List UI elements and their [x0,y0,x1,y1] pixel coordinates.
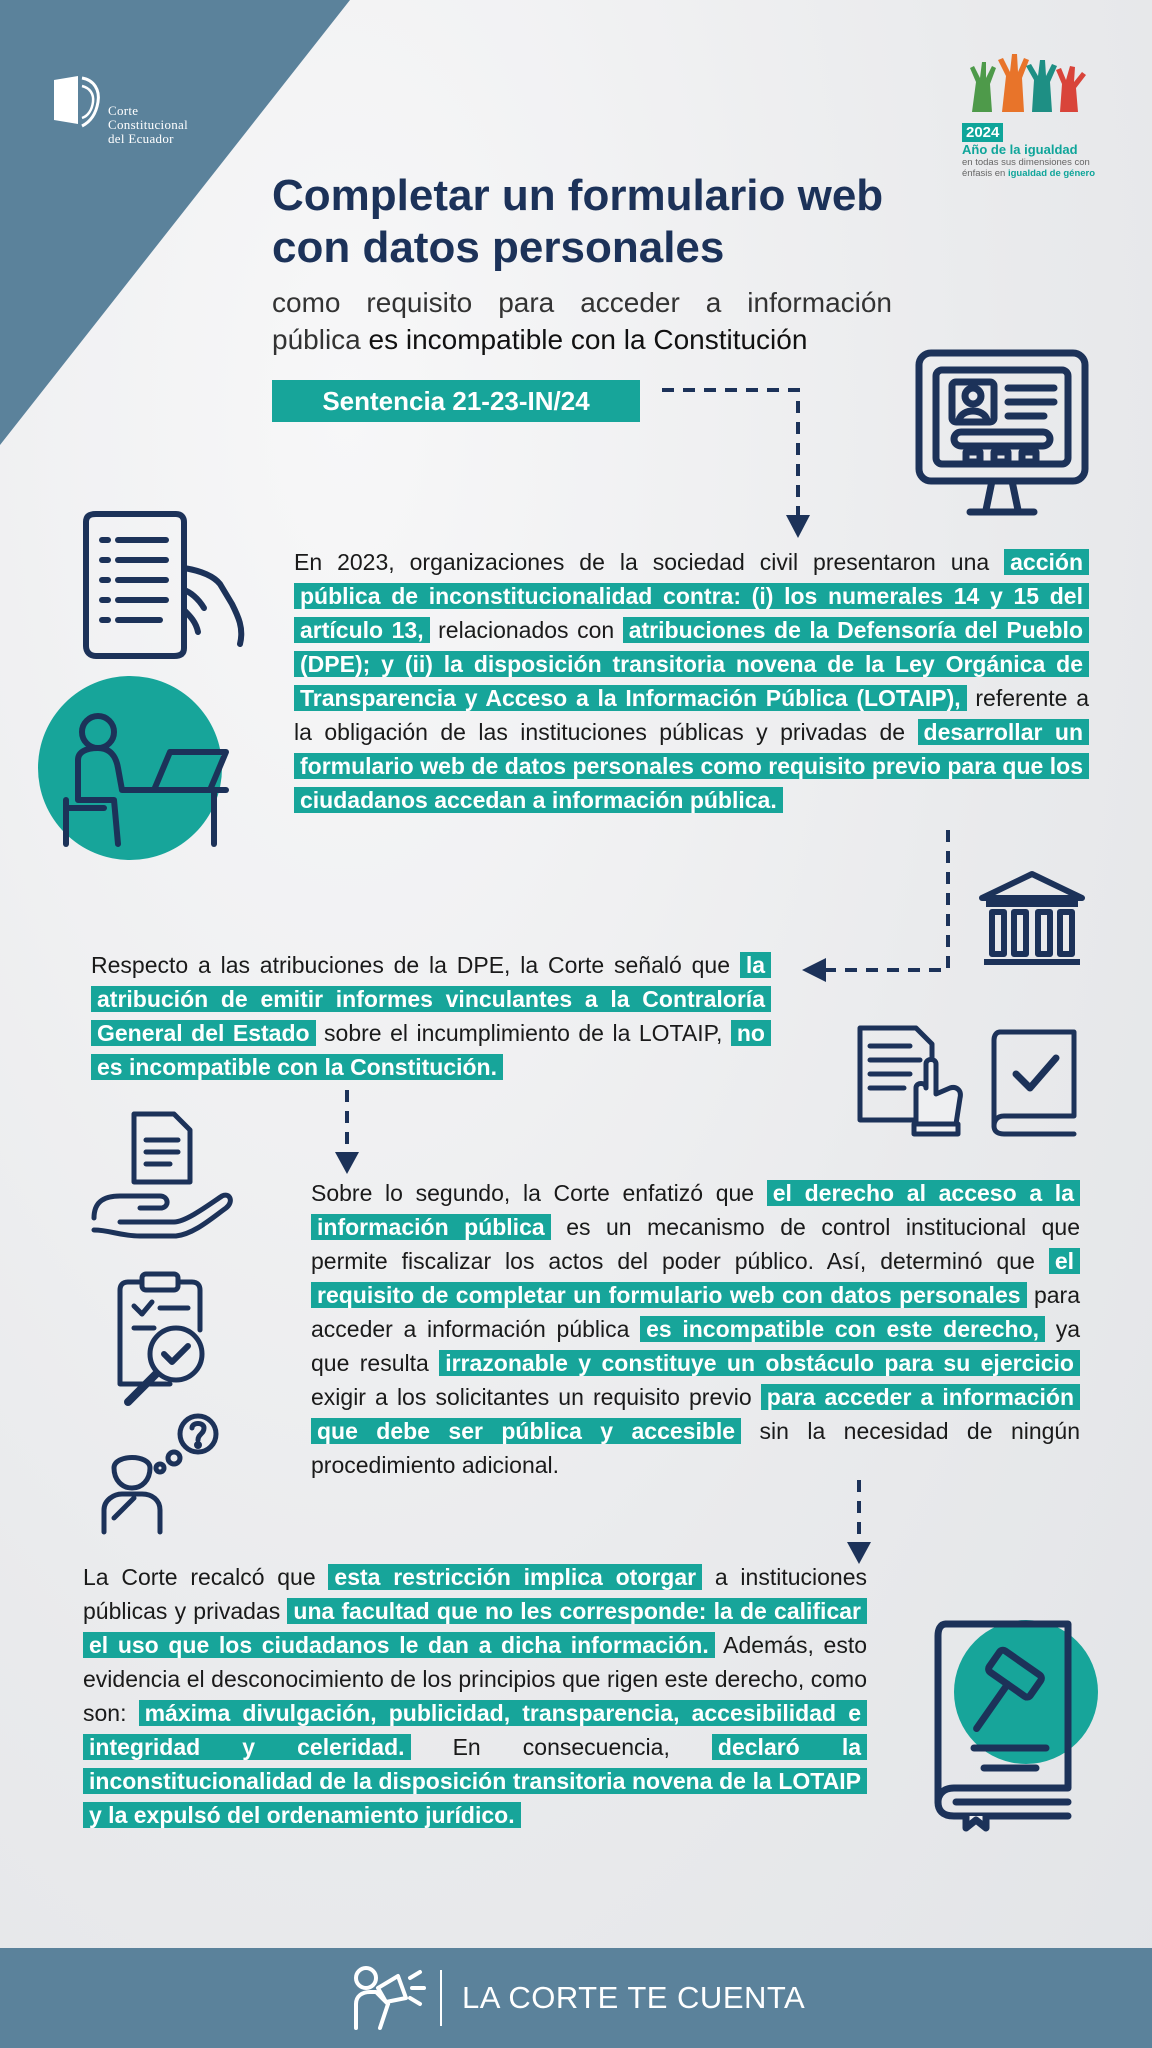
p1-text-3: referente a la obligación de las instituciones públicas y privadas de [294,685,1089,745]
paragraph-dpe [91,948,771,1084]
p4-highlight-3: máxima divulgación, publicidad, transparencia, accesibilidad e integridad y celeridad. [83,1700,867,1760]
dashed-arrow-4 [846,1480,872,1570]
institution-building-icon [978,870,1086,972]
page-title: Completar un formulario web con datos personales [272,171,884,272]
p3-text-4: ya que resulta [311,1316,1080,1376]
p3-highlight-4: irrazonable y constituye un obstáculo para su ejercicio [439,1350,1080,1376]
p3-highlight-3: es incompatible con este derecho, [640,1316,1045,1342]
paragraph-demand [294,545,1089,817]
dashed-arrow-2 [792,830,952,978]
p3-text-5: exigir a los solicitantes un requisito previo [311,1384,761,1410]
p2-highlight-2: no es incompatible con la Constitución. [91,1020,771,1080]
p1-highlight-3: desarrollar un formulario web de datos personales como requisito previo para que los ciudadanos accedan a información pública. [294,719,1089,813]
footer-separator [440,1970,442,2026]
p1-highlight-2: atribuciones de la Defensoría del Pueblo (DPE); y (ii) la disposición transitoria novena de la Ley Orgánica de Transparencia y Acceso a la Información Pública (LOTAIP), [294,617,1089,711]
badge-sub-1: en todas sus dimensiones con [962,157,1090,168]
p3-highlight-5: para acceder a información que debe ser pública y accesible [311,1384,1080,1444]
paragraph-conclusion [83,1560,867,1832]
dashed-arrow-3 [334,1090,360,1180]
footer-bar [0,1948,1152,2048]
p4-text-1: La Corte recalcó que [83,1564,329,1590]
dashed-arrow-1 [660,380,810,550]
p3-text-1: Sobre lo segundo, la Corte enfatizó que [311,1180,767,1206]
equality-year-badge [962,52,1112,179]
paragraph-right-of-access [311,1176,1080,1482]
p4-highlight-2: una facultad que no les corresponde: la de calificar el uso que los ciudadanos le dan a dicha información. [83,1598,867,1658]
person-question-icon [100,1414,222,1534]
p2-text-2: sobre el incumplimiento de la LOTAIP, [315,1020,731,1046]
p4-text-4: En consecuencia, [410,1734,712,1760]
law-book-gavel-icon [926,1620,1102,1830]
p3-text-6: sin la necesidad de ningún procedimiento adicional. [311,1418,1081,1478]
p4-highlight-1: esta restricción implica otorgar [328,1564,702,1590]
p2-text-1: Respecto a las atribuciones de la DPE, la Corte señaló que [91,952,740,978]
badge-title: Año de la igualdad [962,142,1078,157]
book-check-icon [990,1028,1080,1136]
raised-hands-icon [962,52,1102,114]
court-logo [52,74,188,146]
p2-highlight-1: la atribución de emitir informes vinculantes a la Contraloría General del Estado [91,952,771,1046]
p1-text-2: relacionados con [429,617,623,643]
p3-text-2: es un mecanismo de control institucional que permite fiscalizar los actos del poder público. Así, determinó que [311,1214,1080,1274]
person-laptop-icon [38,676,222,860]
megaphone-icon [352,1964,426,2030]
document-pointing-icon [856,1024,966,1136]
logo-line-1: Corte [108,103,139,118]
subtitle-bold: es incompatible con la Constitución [368,324,808,355]
logo-line-3: del Ecuador [108,131,174,146]
p1-text-1: En 2023, organizaciones de la sociedad civil presentaron una [294,549,1005,575]
badge-year: 2024 [962,123,1003,142]
hand-document-icon [90,1110,234,1244]
badge-sub-2: énfasis en [962,168,1008,179]
document-hand-icon [80,512,248,658]
p3-highlight-1: el derecho al acceso a la información pública [311,1180,1080,1240]
p1-highlight-1: acción pública de inconstitucionalidad contra: (i) los numerales 14 y 15 del artículo 13, [294,549,1089,643]
badge-sub-3: igualdad de género [1007,168,1096,179]
p4-text-3: Además, esto evidencia el desconocimiento de los principios que rigen este derecho, como son: [83,1632,868,1726]
p4-text-2: a instituciones públicas y privadas [83,1564,867,1624]
computer-form-icon [914,348,1090,530]
subtitle-normal: como requisito para acceder a información pública [272,287,892,355]
logo-line-2: Constitucional [108,117,189,132]
clipboard-check-icon [112,1272,218,1408]
p3-text-3: para acceder a información pública [311,1282,1080,1342]
page-subtitle [272,284,892,358]
footer-title: LA CORTE TE CUENTA [462,1980,806,2015]
sentencia-badge: Sentencia 21-23-IN/24 [272,380,640,422]
p3-highlight-2: el requisito de completar un formulario web con datos personales [311,1248,1080,1308]
court-emblem-icon [52,74,102,130]
p4-highlight-4: declaró la inconstitucionalidad de la disposición transitoria novena de la LOTAIP y la expulsó del ordenamiento jurídico. [83,1734,867,1828]
